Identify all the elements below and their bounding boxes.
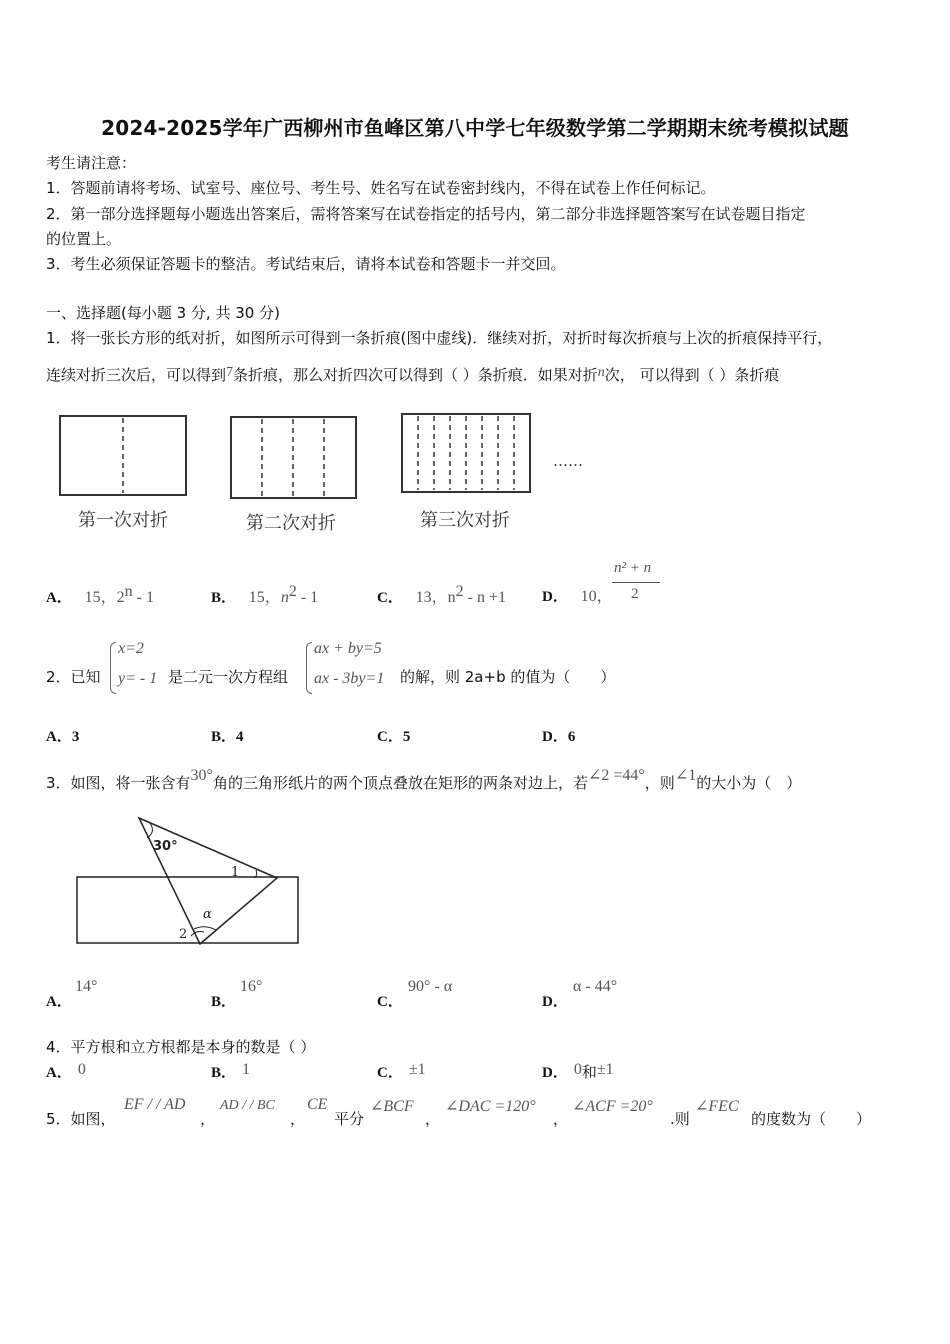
- q5-expr: ∠ACF =20°: [572, 1098, 653, 1115]
- q3-option-b-value: 16°: [240, 978, 263, 995]
- q5-comma: ，: [200, 1110, 216, 1128]
- option-text: ±1: [596, 1061, 614, 1078]
- q3-mid2: ，则: [644, 774, 675, 792]
- angle-label-1: 1: [231, 865, 240, 880]
- q5-expr: EF / / AD: [124, 1096, 186, 1113]
- option-letter: D．: [542, 1065, 568, 1081]
- q4-option-a: [46, 1061, 86, 1082]
- fold-rect-2: [231, 417, 356, 498]
- q3-option-a: [46, 990, 72, 1011]
- option-text: 15，: [84, 589, 117, 606]
- q5-expr: CE: [307, 1096, 328, 1113]
- fold-label: 第一次对折: [78, 510, 168, 531]
- option-letter: A．: [46, 590, 72, 606]
- notice-item: 2．第一部分选择题每小题选出答案后，需将答案写在试卷指定的括号内，第二部分非选择题答案写在试卷题目指定: [46, 205, 806, 223]
- q4-text: 4．平方根和立方根都是本身的数是（ ）: [46, 1038, 316, 1056]
- option-letter: A．: [46, 729, 72, 745]
- q1-option-a: [46, 583, 154, 607]
- option-sup: n: [124, 583, 133, 600]
- fraction-numerator: n² + n: [614, 560, 652, 576]
- option-letter: A．: [46, 994, 72, 1010]
- q5-comma: ，: [425, 1110, 441, 1128]
- q1-text-line1: 1．将一张长方形的纸对折，如图所示可得到一条折痕(图中虚线)．继续对折，对折时每次折痕与上次的折痕保持平行，: [46, 329, 833, 347]
- q3-option-a-value: 14°: [75, 978, 98, 995]
- option-letter: D．: [542, 994, 568, 1010]
- q5-text: 平分: [334, 1110, 365, 1128]
- q2-system1-eq2: y= - 1: [118, 670, 158, 687]
- option-letter: B．: [211, 994, 237, 1010]
- q4-option-b: [211, 1061, 250, 1082]
- angle-label-30: 30°: [153, 839, 178, 854]
- fold-rect-3: [402, 414, 530, 492]
- q2-prefix: 2．已知: [46, 668, 101, 686]
- q3-suffix: 的大小为（ ）: [696, 774, 802, 792]
- page-title: 2024-2025学年广西柳州市鱼峰区第八中学七年级数学第二学期期末统考模拟试题: [101, 116, 849, 140]
- option-text: 1: [242, 1061, 251, 1078]
- rectangle-shape: [77, 877, 298, 943]
- section-heading: 一、选择题(每小题 3 分, 共 30 分): [46, 304, 280, 322]
- q4-option-c: [377, 1061, 426, 1082]
- q5-expr: ∠DAC =120°: [445, 1098, 536, 1115]
- q5-text: .则: [670, 1110, 690, 1128]
- q3-option-c: [377, 990, 403, 1011]
- angle-arc: [194, 927, 216, 930]
- q5-comma: ，: [290, 1110, 306, 1128]
- q5-suffix: 的度数为（ ）: [751, 1110, 872, 1128]
- option-text: 5: [402, 729, 411, 745]
- q3-option-b: [211, 990, 236, 1011]
- q1-text: 次， 可以得到（ ）条折痕: [604, 366, 780, 384]
- q3-option-d: [542, 990, 568, 1011]
- q1-option-d: [542, 583, 613, 606]
- q1-text: 连续对折三次后，可以得到: [46, 366, 227, 384]
- fold-label: 第二次对折: [246, 513, 336, 534]
- option-letter: D．: [542, 729, 568, 745]
- fold-rect-1: [60, 416, 186, 495]
- fraction-bar: [612, 582, 660, 583]
- option-letter: B．: [211, 729, 237, 745]
- option-text: 4: [236, 729, 244, 745]
- q2-option-d: [542, 725, 575, 746]
- q1-variable: n: [597, 365, 605, 380]
- option-sup: 2: [288, 583, 297, 600]
- angle-label-2: 2: [179, 927, 188, 942]
- notice-item: 1．答题前请将考场、试室号、座位号、考生号、姓名写在试卷密封线内，不得在试卷上作任何标记。: [46, 179, 716, 197]
- q2-suffix: 的解，则 2a+b 的值为（ ）: [400, 668, 616, 686]
- option-letter: D．: [542, 589, 568, 605]
- notice-heading: 考生请注意：: [46, 154, 137, 172]
- option-letter: C．: [377, 729, 403, 745]
- q2-system1-eq1: x=2: [118, 640, 144, 657]
- q3-condition: ∠2 =44°: [587, 767, 645, 784]
- angle-arc: [191, 932, 204, 937]
- q3-angle1: ∠1: [674, 767, 697, 784]
- option-text: 6: [567, 729, 576, 745]
- q1-text: 条折痕，那么对折四次可以得到（ ）条折痕．如果对折: [233, 366, 598, 384]
- option-text: - n +1: [463, 589, 506, 606]
- q2-system2-eq1: ax + by=5: [314, 640, 382, 657]
- fraction-denominator: 2: [631, 586, 639, 602]
- q2-option-a: [46, 725, 79, 746]
- option-letter: B．: [211, 1065, 237, 1081]
- brace-icon: [306, 642, 312, 694]
- ellipsis: ……: [553, 452, 583, 470]
- q5-comma: ，: [553, 1110, 569, 1128]
- option-text: n: [280, 589, 289, 606]
- option-sup: 2: [455, 583, 464, 600]
- q2-option-b: [211, 725, 244, 746]
- option-text: - 1: [132, 589, 154, 606]
- q3-mid: 角的三角形纸片的两个顶点叠放在矩形的两条对边上，若: [212, 774, 588, 792]
- fold-label: 第三次对折: [420, 510, 510, 531]
- q1-option-c: [377, 583, 506, 607]
- q5-prefix: 5．如图，: [46, 1110, 116, 1128]
- notice-item: 的位置上。: [46, 230, 122, 248]
- q5-expr: ∠FEC: [695, 1098, 739, 1115]
- option-text: - 1: [296, 589, 319, 606]
- option-text: n: [447, 589, 456, 606]
- q3-text: [46, 767, 802, 793]
- option-text: 10，: [580, 588, 613, 605]
- option-letter: C．: [377, 1065, 403, 1081]
- q1-option-b: [211, 583, 318, 607]
- q2-system2-eq2: ax - 3by=1: [314, 670, 385, 687]
- triangle-shape: [139, 818, 277, 944]
- option-text: 和: [581, 1063, 597, 1081]
- brace-icon: [110, 642, 116, 694]
- q3-option-c-value: 90° - α: [408, 978, 453, 995]
- notice-item: 3．考生必须保证答题卡的整洁。考试结束后，请将本试卷和答题卡一并交回。: [46, 255, 566, 273]
- q1-text-line2: [46, 364, 779, 385]
- q2-mid: 是二元一次方程组: [168, 668, 289, 686]
- q3-option-d-value: α - 44°: [573, 978, 618, 995]
- option-text: 0: [573, 1061, 582, 1078]
- option-letter: B．: [211, 590, 237, 606]
- option-letter: C．: [377, 590, 403, 606]
- q3-prefix: 3．如图，将一张含有: [46, 774, 191, 792]
- option-text: 15，: [248, 589, 281, 606]
- triangle-rectangle-figure: [0, 810, 320, 950]
- q1-number: 7: [226, 365, 234, 380]
- option-text: 2: [116, 589, 125, 606]
- option-text: 0: [77, 1061, 86, 1078]
- q5-expr: AD / / BC: [220, 1098, 275, 1113]
- option-text: ±1: [408, 1061, 426, 1078]
- q3-angle: 30°: [190, 767, 213, 784]
- angle-label-alpha: α: [203, 907, 212, 922]
- option-letter: A．: [46, 1065, 72, 1081]
- option-letter: C．: [377, 994, 403, 1010]
- q4-option-d: [542, 1061, 614, 1082]
- q2-option-c: [377, 725, 410, 746]
- option-text: 3: [71, 729, 80, 745]
- q5-expr: ∠BCF: [370, 1098, 414, 1115]
- option-text: 13，: [415, 589, 448, 606]
